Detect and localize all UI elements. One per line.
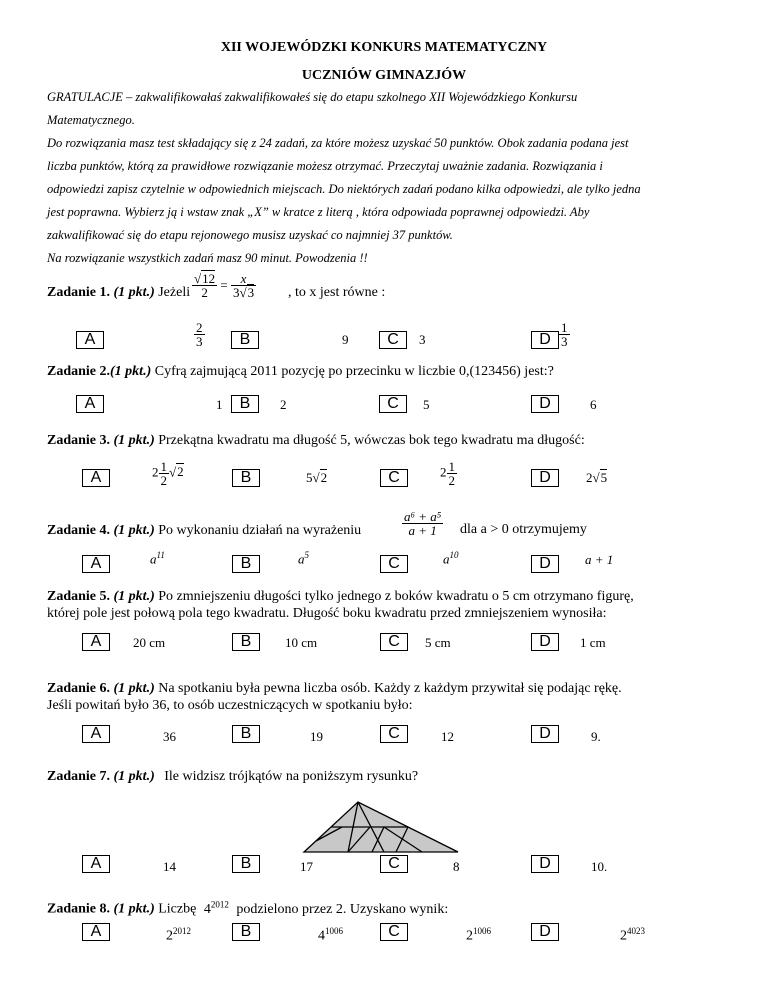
task-2-question [47,363,737,380]
power-base: 4 [203,901,211,917]
option-d-checkbox[interactable]: D [531,855,559,873]
ans-den: 3 [561,334,568,349]
task-label: Zadanie 7. [47,769,111,784]
task-3-answer-b: 5√2 [306,470,328,485]
task-6-answer-c: 12 [441,729,454,744]
ans-base: 2 [466,928,473,944]
power-exp: 2012 [210,899,229,909]
task-4-after: dla a > 0 otrzymujemy [460,522,587,537]
option-b-checkbox[interactable]: B [232,725,260,743]
ans-den: 3 [196,334,203,349]
task-text-2: której pole jest połową pola tego kwadratu. Długość boku kwadratu przed zmniejszeniem wynosiła: [47,606,607,621]
title-line-2: UCZNIÓW GIMNAZJÓW [301,68,467,83]
option-d-checkbox[interactable]: D [531,923,559,941]
ans-coef: 2 [586,470,593,485]
eq-rhs-den-rad: 3 [247,285,255,300]
task-7-answer-b: 17 [300,859,313,874]
eq-rhs-den-coef: 3 [232,285,240,300]
task-7-answer-d: 10. [591,859,608,874]
ans-num: 1 [448,459,455,474]
ans-base: 4 [318,928,325,944]
ans-base: a [298,551,305,567]
option-b-checkbox[interactable]: B [232,855,260,873]
task-5-answer-a: 20 cm [133,635,166,650]
intro-line: Matematycznego. [47,113,135,127]
task-1-after: , to x jest równe : [288,285,386,300]
title-line-1: XII WOJEWÓDZKI KONKURS MATEMATYCZNY [220,40,548,55]
task-3-answer-c [440,460,457,487]
option-d-checkbox[interactable]: D [531,555,559,573]
task-points: (1 pkt.) [113,769,155,784]
task-label: Zadanie 1. [47,285,111,300]
option-a-checkbox[interactable]: A [82,555,110,573]
ans-rad: 2 [320,470,328,485]
option-c-checkbox[interactable]: C [379,331,407,349]
option-a-checkbox[interactable]: A [82,469,110,487]
ans-exp: 5 [304,550,309,560]
ans-exp: 11 [156,550,165,560]
task-3-answer-d: 2√5 [586,470,608,485]
task-5-question [47,588,737,622]
ans-base: a [150,551,157,567]
ans-exp: 4023 [627,926,645,936]
intro-line: zakwalifikować się do etapu rejonowego musisz uzyskać co najmniej 37 punktów. [47,228,453,242]
task-4-answer-b [298,550,309,567]
ans-coef: 5 [306,470,313,485]
task-label: Zadanie 5. [47,589,111,604]
option-b-checkbox[interactable]: B [232,555,260,573]
option-c-checkbox[interactable]: C [380,633,408,651]
task-1-question [47,284,737,301]
task-5-answer-b: 10 cm [285,635,318,650]
ans-rad: 5 [600,470,608,485]
task-6-question [47,680,737,714]
ans-num: 1 [160,459,167,474]
task-label: Zadanie 3. [47,433,111,448]
task-points: (1 pkt.) [113,901,155,917]
eq-lhs-den: 2 [201,285,208,300]
ans-whole: 2 [440,464,447,480]
task-5-answer-d: 1 cm [580,635,606,650]
option-c-checkbox[interactable]: C [380,469,408,487]
ans-rad: 2 [177,464,184,480]
task-8-answer-a [166,926,191,945]
task-points: (1 pkt.) [113,285,155,300]
ans-exp: 10 [449,550,459,560]
task-points: (1 pkt.) [113,523,155,538]
task-4-expression [402,510,443,537]
instructions [47,86,737,270]
task-2-answer-a: 1 [216,397,223,412]
ans-base: 2 [620,928,627,944]
option-a-checkbox[interactable]: A [82,725,110,743]
task-5-answer-c: 5 cm [425,635,451,650]
ans-num: 2 [196,320,203,335]
task-text: Przekątna kwadratu ma długość 5, wówczas bok tego kwadratu ma długość: [158,433,585,448]
ans-den: 2 [160,473,167,488]
task-1-answer-a [194,321,205,348]
task-4-answer-a [150,550,165,567]
task-text: Po zmniejszeniu długości tylko jednego z boków kwadratu o 5 cm otrzymano figurę, [158,589,634,604]
task-6-answer-a: 36 [163,729,176,744]
task-1-answer-c: 3 [419,332,426,347]
task-3-answer-a: 2 $\frac{1}{2}$ √2 [152,459,184,488]
task-points: (1 pkt.) [113,681,155,696]
task-label: Zadanie 8. [47,901,111,917]
task-4-answer-d: a + 1 [585,552,614,567]
option-b-checkbox[interactable]: B [232,633,260,651]
task-label: Zadanie 6. [47,681,111,696]
intro-line: Na rozwiązanie wszystkich zadań masz 90 minut. Powodzenia !! [47,251,368,265]
eq-lhs-num: 12 [202,271,216,286]
option-a-checkbox[interactable]: A [76,331,104,349]
task-2-answer-c: 5 [423,397,430,412]
task-text-2: Jeśli powitań było 36, to osób uczestniczących w spotkaniu było: [47,698,413,713]
option-b-checkbox[interactable]: B [232,923,260,941]
option-a-checkbox[interactable]: A [82,633,110,651]
option-d-checkbox[interactable]: D [531,395,559,413]
task-2-answer-b: 2 [280,397,287,412]
option-b-checkbox[interactable]: B [231,395,259,413]
intro-line: GRATULACJE – zakwalifikowałaś zakwalifikowałeś się do etapu szkolnego XII Wojewódzkiego Konkursu [47,90,578,104]
task-4-question [47,522,737,539]
task-6-answer-d: 9. [591,729,601,744]
expr-num: a⁶ + a⁵ [404,509,442,524]
option-a-checkbox[interactable]: A [82,923,110,941]
task-1-answer-d [559,321,570,348]
option-c-checkbox[interactable]: C [380,855,408,873]
task-1-equation: $\frac{√12}{2}$ = $\frac{x}{3√3}$ [194,271,255,300]
triangles-figure [302,800,462,856]
option-d-checkbox[interactable]: D [531,725,559,743]
task-text-after: podzielono przez 2. Uzyskano wynik: [236,901,449,917]
task-label: Zadanie 4. [47,523,111,538]
task-2-answer-d: 6 [590,397,597,412]
option-c-checkbox[interactable]: C [380,725,408,743]
option-d-checkbox[interactable]: D [531,633,559,651]
task-4-answer-c [443,550,459,567]
task-3-question [47,432,737,449]
option-c-checkbox[interactable]: C [379,395,407,413]
intro-line: liczba punktów, którą za prawidłowe rozwiązanie możesz otrzymać. Przeczytaj uważnie zadania. Rozwiązania i [47,159,603,173]
ans-whole: 2 [152,464,159,480]
task-label: Zadanie 2. [47,364,111,379]
task-6-answer-b: 19 [310,729,323,744]
task-text: Cyfrą zajmującą 2011 pozycję po przecinku w liczbie 0,(123456) jest:? [154,364,554,379]
task-8-answer-b [318,926,343,945]
eq-rhs-num: x [231,272,256,286]
task-8-question [47,896,737,918]
task-7-answer-a: 14 [163,859,176,874]
task-points: (1 pkt.) [113,589,155,604]
option-a-checkbox[interactable]: A [82,855,110,873]
intro-line: jest poprawna. Wybierz ją i wstaw znak „X” w kratce z literą , która odpowiada poprawnej odpowiedzi. Aby [47,205,590,219]
ans-base: a [443,551,450,567]
option-b-checkbox[interactable]: B [231,331,259,349]
task-points: (1 pkt.) [113,433,155,448]
option-d-checkbox[interactable]: D [531,331,559,349]
task-text: Na spotkaniu była pewna liczba osób. Każdy z każdym przywitał się podając rękę. [158,681,622,696]
intro-line: Do rozwiązania masz test składający się z 24 zadań, za które możesz uzyskać 50 punktów. Obok zadania podana jest [47,136,629,150]
task-8-answer-c [466,926,491,945]
option-c-checkbox[interactable]: C [380,555,408,573]
expr-den: a + 1 [408,523,437,538]
task-text: Ile widzisz trójkątów na poniższym rysunku? [164,769,419,784]
task-text: Liczbę [158,901,197,917]
ans-exp: 2012 [173,926,191,936]
option-b-checkbox[interactable]: B [232,469,260,487]
task-text: Po wykonaniu działań na wyrażeniu [158,523,362,538]
task-text: Jeżeli [158,285,191,300]
task-7-question [47,768,737,785]
ans-exp: 1006 [473,926,491,936]
task-points: (1 pkt.) [110,364,152,379]
task-7-answer-c: 8 [453,859,460,874]
intro-line: odpowiedzi zapisz czytelnie w odpowiednich miejscach. Do niektórych zadań podano kilka odpowiedzi, ale tylko jedna [47,182,641,196]
option-d-checkbox[interactable]: D [531,469,559,487]
ans-den: 2 [448,473,455,488]
option-c-checkbox[interactable]: C [380,923,408,941]
ans-exp: 1006 [325,926,343,936]
option-a-checkbox[interactable]: A [76,395,104,413]
task-1-answer-b: 9 [342,332,349,347]
ans-num: 1 [561,320,568,335]
ans-base: 2 [166,928,173,944]
task-8-answer-d [620,926,645,945]
